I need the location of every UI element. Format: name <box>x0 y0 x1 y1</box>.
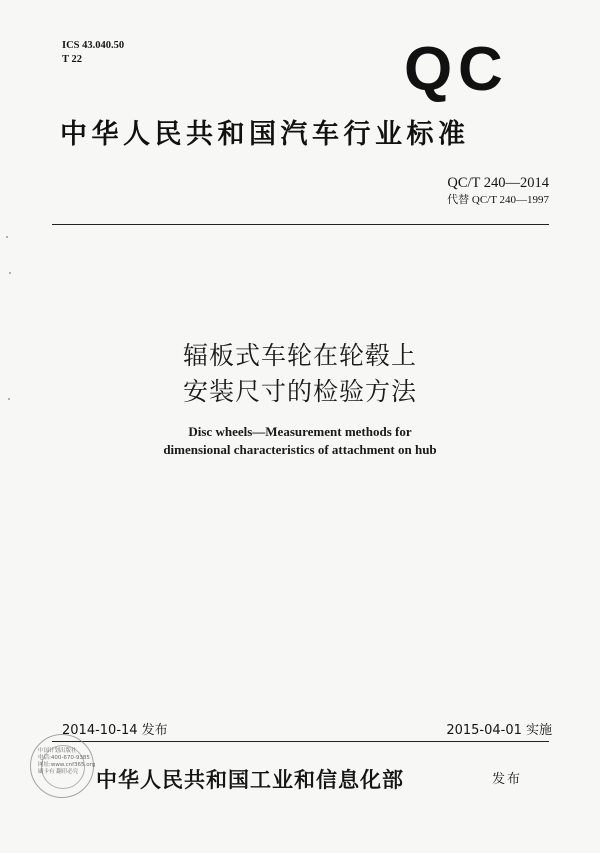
qc-logo <box>404 35 516 104</box>
standard-number: QC/T 240—2014 <box>447 175 549 191</box>
title-en-line-2: dimensional characteristics of attachment on hub <box>163 442 437 457</box>
document-title-en <box>0 423 600 459</box>
ics-code: ICS 43.040.50 <box>62 40 125 51</box>
stamp-line-4: 刷卡有 翻印必究 <box>38 769 79 775</box>
stamp-line-3: 网址:www.cnf365.org <box>38 762 96 768</box>
bottom-divider <box>52 741 549 742</box>
document-title-cn <box>0 338 600 410</box>
title-en-line-1: Disc wheels—Measurement methods for <box>188 424 412 439</box>
logo-letter-c: C <box>458 35 499 104</box>
issuing-authority: 中华人民共和国工业和信息化部 <box>96 767 404 792</box>
issuing-label: 发布 <box>492 772 523 787</box>
standard-type-title: 中华人民共和国汽车行业标准 <box>60 119 470 150</box>
stamp-line-1: 中国计划出版社 <box>38 748 77 754</box>
issue-date: 2014-10-14 发布 <box>62 723 168 738</box>
scan-speck <box>8 398 10 400</box>
category-code: T 22 <box>62 54 82 65</box>
top-divider <box>52 224 549 225</box>
logo-letter-q: Q <box>404 35 449 104</box>
replaced-standard: 代替 QC/T 240—1997 <box>447 194 549 206</box>
scan-speck <box>6 236 8 238</box>
title-cn-line-1: 辐板式车轮在轮毂上 <box>182 341 417 370</box>
scan-speck <box>9 272 11 274</box>
title-cn-line-2: 安装尺寸的检验方法 <box>182 377 417 406</box>
stamp-line-2: 电话:400-670-9385 <box>38 755 90 761</box>
standard-number-block <box>447 174 549 207</box>
implementation-date: 2015-04-01 实施 <box>446 723 552 738</box>
stamp-text <box>38 748 95 776</box>
classification-block <box>62 39 124 67</box>
